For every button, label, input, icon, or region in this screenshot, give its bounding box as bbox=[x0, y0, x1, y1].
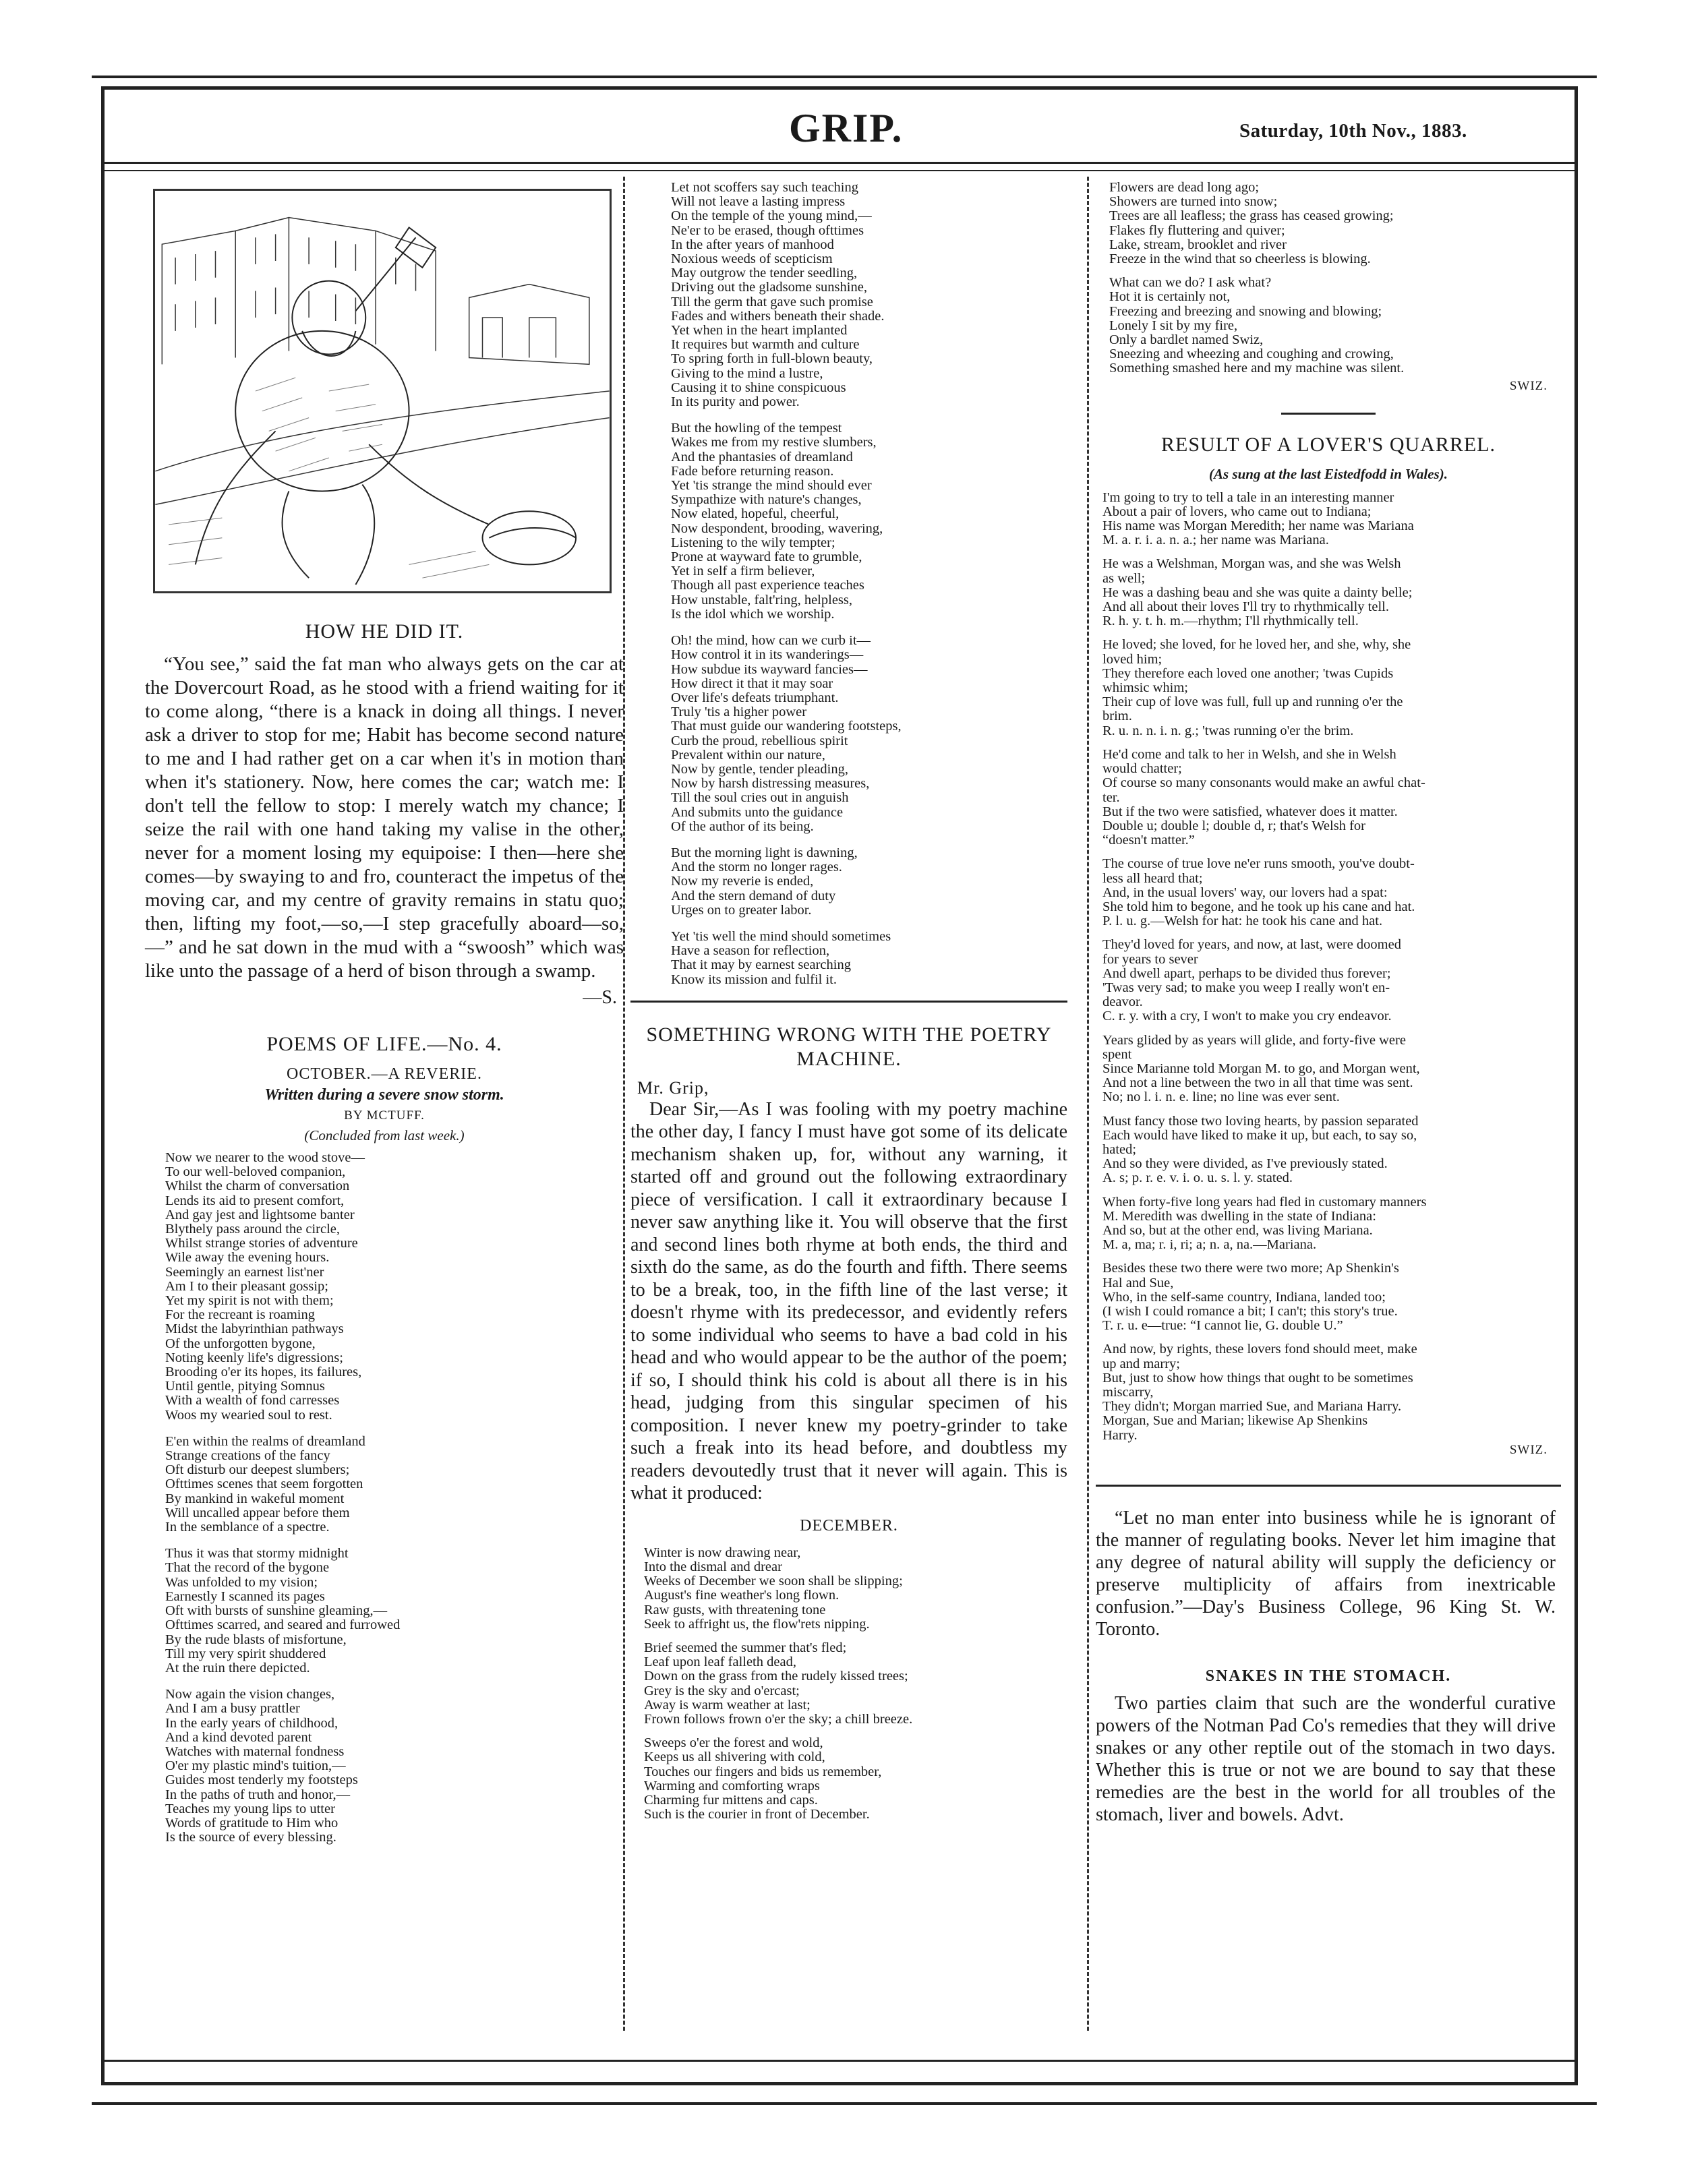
poem-stanza: Now again the vision changes, And I am a busy prattler In the early years of childhood, And a kind devoted parent Watches with maternal fondness O'er my plastic mind's tuition,— Guides most tenderly my footsteps In the paths of truth and honor,— Teaches my young lips to utter Words of gratitude to Him who Is the source of every blessing. bbox=[165, 1687, 358, 1845]
section-rule bbox=[630, 1001, 1067, 1003]
quarrel-stanza: When forty-five long years had fled in customary manners M. Meredith was dwelling in the state of Indiana: And so, but at the other end, was living Mariana. M. a, ma; r. i, ri; a; n. a, na.—Mariana. bbox=[1102, 1194, 1427, 1253]
footer-rule bbox=[101, 2060, 1578, 2062]
december-stanza: Flowers are dead long ago; Showers are turned into snow; Trees are all leafless; the grass has ceased growing; Flakes fly fluttering and quiver; Lake, stream, brooklet and river Freeze in the wind that so cheerless is blowing. bbox=[1109, 180, 1394, 267]
quarrel-stanza: They'd loved for years, and now, at last, were doomed for years to sever And dwell apart, perhaps to be divided thus forever; 'Twas very sad; to make you weep I really won't en- deavor. C. r. y. with a cry, I won't to make you cry endeavor. bbox=[1102, 937, 1401, 1024]
december-stanza: Brief seemed the summer that's fled; Leaf upon leaf falleth dead, Down on the grass from the rudely kissed trees; Grey is the sky and o'ercast; Away is warm weather at last; Frown follows frown o'er the sky; a chill breeze. bbox=[644, 1640, 913, 1727]
letter-salutation: Mr. Grip, bbox=[637, 1077, 709, 1098]
story-text: “You see,” said the fat man who always gets on the car at the Dovercourt Road, as he stood with a friend waiting for it to come along, “there is a knack in doing all things. I never ask a driver to stop for me; Habit has become second nature to me and I had rather get on a car when it's in motion than when it's stationery. Now, here comes the car; watch me: I don't tell the fellow to stop: I merely watch my chance; I seize the rail with one hand taking my valise in the other, never for a moment losing my equipoise: I then—here she comes—by swaying to and fro, counteract the impetus of the moving car, and my centre of gravity remains in statu quo; then, lifting my foot,—so,—I step gracefully aboard—so,—” and he sat down in the mud with a “swoosh” which was like unto the passage of a herd of bison through a swamp. bbox=[145, 653, 624, 982]
quarrel-stanza: Years glided by as years will glide, and forty-five were spent Since Marianne told Morgan M. to go, and Morgan went, And not a line between the two in all that time was sent. No; no l. i. n. e. line; no line was ever sent. bbox=[1102, 1032, 1420, 1105]
december-stanza: Winter is now drawing near, Into the dismal and drear Weeks of December we soon shall be slipping; August's fine weather's long flown. Raw gusts, with threatening tone Seek to affright us, the flow'rets nipping. bbox=[644, 1545, 903, 1632]
quarrel-stanza: Besides these two there were two more; Ap Shenkin's Hal and Sue, Who, in the self-same country, Indiana, landed too; (I wish I could romance a bit; I can't; this story's true. T. r. u. e—true: “I cannot lie, G. double U.” bbox=[1102, 1261, 1399, 1334]
december-title: DECEMBER. bbox=[800, 1516, 898, 1535]
december-signature: SWIZ. bbox=[1509, 378, 1548, 393]
letter-text: Dear Sir,—As I was fooling with my poetry machine the other day, I fancy I must have got some of its delicate mechanism shaken up, for, without any warning, it started off and ground out the following extraordinary piece of versification. I call it extraordinary because I never saw anything like it. You will observe that the first and second lines both rhyme at both ends, the third and sixth do the same, as do the fourth and fifth. There seems to be a break, too, in the fifth line of the last verse; it doesn't rhyme with its predecessor, and evidently refers to some individual who seems to have a bad cold in his head and who would appear to be the author of the poem; if so, I should think his cold is about all there is in his head, judging from this singular specimen of his composition. I never knew my poetry-grinder to take such a freak into its head before, and doubtless my readers devoutedly trust that it never will again. This is what it produced: bbox=[630, 1098, 1067, 1504]
poem-stanza: But the morning light is dawning, And the storm no longer rages. Now my reverie is ended, And the stern demand of duty Urges on to greater labor. bbox=[671, 845, 858, 918]
poem-note: Written during a severe snow storm. bbox=[264, 1086, 504, 1104]
poem-stanza: Let not scoffers say such teaching Will not leave a lasting impress On the temple of the young mind,— Ne'er to be erased, though ofttimes In the after years of manhood Noxious weeds of scepticism May outgrow the tender seedling, Driving out the gladsome sunshine, Till the germ that gave such promise Fades and withers beneath their shade. Yet when in the heart implanted It requires but warmth and culture To spring forth in full-blown beauty, Giving to the mind a lustre, Causing it to shine conspicuous In its purity and power. bbox=[671, 180, 885, 410]
story-title: HOW HE DID IT. bbox=[305, 620, 464, 643]
poem-stanza: Yet 'tis well the mind should sometimes Have a season for reflection, That it may by earnest searching Know its mission and fulfil it. bbox=[671, 928, 891, 987]
quarrel-stanza: He'd come and talk to her in Welsh, and she in Welsh would chatter; Of course so many consonants would make an awful chat- ter. But if the two were satisfied, whatever does it matter. Double u; double l; double d, r; that's Welsh for “doesn't matter.” bbox=[1102, 746, 1425, 848]
quarrel-stanza: I'm going to try to tell a tale in an interesting manner About a pair of lovers, who came out to Indiana; His name was Morgan Meredith; her name was Mariana M. a. r. i. a. n. a.; her name was Mariana. bbox=[1102, 489, 1414, 548]
header-rule-thin bbox=[101, 170, 1578, 171]
cartoon-drawing bbox=[155, 191, 610, 591]
section-separator bbox=[1281, 413, 1376, 415]
december-stanza: Sweeps o'er the forest and wold, Keeps us all shivering with cold, Touches our fingers and bids us remember, Warming and comforting wraps Charming fur mittens and caps. Such is the courier in front of December. bbox=[644, 1735, 882, 1822]
quarrel-stanza: The course of true love ne'er runs smooth, you've doubt- less all heard that; And, in the usual lovers' way, our lovers had a spat: She told him to begone, and he took up his cane and hat. P. l. u. g.—Welsh for hat: he took his cane and hat. bbox=[1102, 856, 1415, 929]
column-1 bbox=[145, 181, 624, 1857]
poem-stanza: E'en within the realms of dreamland Strange creations of the fancy Oft disturb our deepest slumbers; Ofttimes scenes that seem forgotten By mankind in wakeful moment Will uncalled appear before them In the semblance of a spectre. bbox=[165, 1433, 365, 1535]
quarrel-signature: SWIZ. bbox=[1509, 1442, 1548, 1457]
column-2 bbox=[630, 181, 1067, 1831]
quarrel-stanza: And now, by rights, these lovers fond should meet, make up and marry; But, just to show how things that ought to be sometimes miscarry, They didn't; Morgan married Sue, and Mariana Harry. Morgan, Sue and Marian; likewise Ap Shenkins Harry. bbox=[1102, 1342, 1417, 1443]
poem-stanza: Oh! the mind, how can we curb it— How control it in its wanderings— How subdue its wayward fancies— How direct it that it may soar Over life's defeats triumphant. Truly 'tis a higher power That must guide our wandering footsteps, Curb the proud, rebellious spirit Prevalent within our nature, Now by gentle, tender pleading, Now by harsh distressing measures, Till the soul cries out in anguish And submits unto the guidance Of the author of its being. bbox=[671, 633, 902, 834]
december-stanza: What can we do? I ask what? Hot it is certainly not, Freezing and breezing and snowing and blowing; Lonely I sit by my fire, Only a bardlet named Swiz, Sneezing and wheezing and coughing and crowing, Something smashed here and my machine was silent. bbox=[1109, 275, 1405, 376]
masthead-date: Saturday, 10th Nov., 1883. bbox=[1239, 120, 1467, 142]
quarrel-title: RESULT OF A LOVER'S QUARREL. bbox=[1161, 433, 1496, 456]
cartoon-illustration bbox=[153, 189, 612, 593]
poem-stanza: Now we nearer to the wood stove— To our well-beloved companion, Whilst the charm of conversation Lends its aid to present comfort, And gay jest and lightsome banter Blythely pass around the circle, Whilst strange stories of adventure Wile away the evening hours. Seemingly an earnest list'ner Am I to their pleasant gossip; Yet my spirit is not with them; For the recreant is roaming Midst the labyrinthian pathways Of the unforgotten bygone, Noting keenly life's digressions; Brooding o'er its hopes, its failures, Until gentle, pitying Somnus With a wealth of fond carresses Woos my wearied soul to rest. bbox=[165, 1150, 365, 1423]
business-college-ad: “Let no man enter into business while he is ignorant of the manner of regulating books. Never let him imagine that any degree of natural ability will supply the deficiency or preserve multiplicity of affairs from inextricable confusion.”—Day's Business College, 96 King St. W. Toronto. bbox=[1096, 1507, 1556, 1640]
poem-subtitle: OCTOBER.—A REVERIE. bbox=[287, 1065, 482, 1083]
article-title: SOMETHING WRONG WITH THE POETRY MACHINE. bbox=[646, 1023, 1052, 1070]
quarrel-stanza: Must fancy those two loving hearts, by passion separated Each would have liked to make it up, but each, to say so, hated; And so they were divided, as I've previously stated. A. s; p. r. e. v. i. o. u. s. l. y. stated. bbox=[1102, 1113, 1419, 1186]
quarrel-stanza: He loved; she loved, for he loved her, and she, why, she loved him; They therefore each loved one another; 'twas Cupids whimsic whim; Their cup of love was full, full up and running o'er the brim. R. u. n. n. i. n. g.; 'twas running o'er the brim. bbox=[1102, 637, 1411, 738]
quarrel-note: (As sung at the last Eistedfodd in Wales). bbox=[1209, 465, 1448, 482]
poem-continued: (Concluded from last week.) bbox=[304, 1127, 465, 1143]
header-rule bbox=[101, 162, 1578, 164]
poem-byline: BY MCTUFF. bbox=[344, 1108, 425, 1123]
snakes-ad-text: Two parties claim that such are the wonderful curative powers of the Notman Pad Co's remedies that they will drive snakes or any other reptile out of the stomach in two days. Whether this is true or not we are bound to say that these remedies are the best in the world for all troubles of the stomach, liver and bowels. Advt. bbox=[1096, 1692, 1556, 1825]
story-signature: —S. bbox=[583, 987, 617, 1008]
snakes-ad-title: SNAKES IN THE STOMACH. bbox=[1205, 1667, 1452, 1685]
poem-stanza: But the howling of the tempest Wakes me from my restive slumbers, And the phantasies of dreamland Fade before returning reason. Yet 'tis strange the mind should ever Sympathize with nature's changes, Now elated, hopeful, cheerful, Now despondent, brooding, wavering, Listening to the wily tempter; Prone at wayward fate to grumble, Yet in self a firm believer, Though all past experience teaches How unstable, falt'ring, helpless, Is the idol which we worship. bbox=[671, 421, 883, 622]
section-rule bbox=[1096, 1485, 1561, 1487]
poem-title: POEMS OF LIFE.—No. 4. bbox=[266, 1033, 502, 1055]
column-divider-2 bbox=[1087, 177, 1089, 2031]
quarrel-stanza: He was a Welshman, Morgan was, and she was Welsh as well; He was a dashing beau and she was quite a dainty belle; And all about their loves I'll try to rhythmically tell. R. h. y. t. h. m.—rhythm; I'll rhythmically tell. bbox=[1102, 556, 1413, 629]
column-3 bbox=[1096, 181, 1561, 1826]
poem-stanza: Thus it was that stormy midnight That the record of the bygone Was unfolded to my vision; Earnestly I scanned its pages Oft with bursts of sunshine gleaming,— Ofttimes scarred, and seared and furrowed By the rude blasts of misfortune, Till my very spirit shuddered At the ruin there depicted. bbox=[165, 1546, 401, 1675]
masthead-title: GRIP. bbox=[789, 106, 904, 150]
